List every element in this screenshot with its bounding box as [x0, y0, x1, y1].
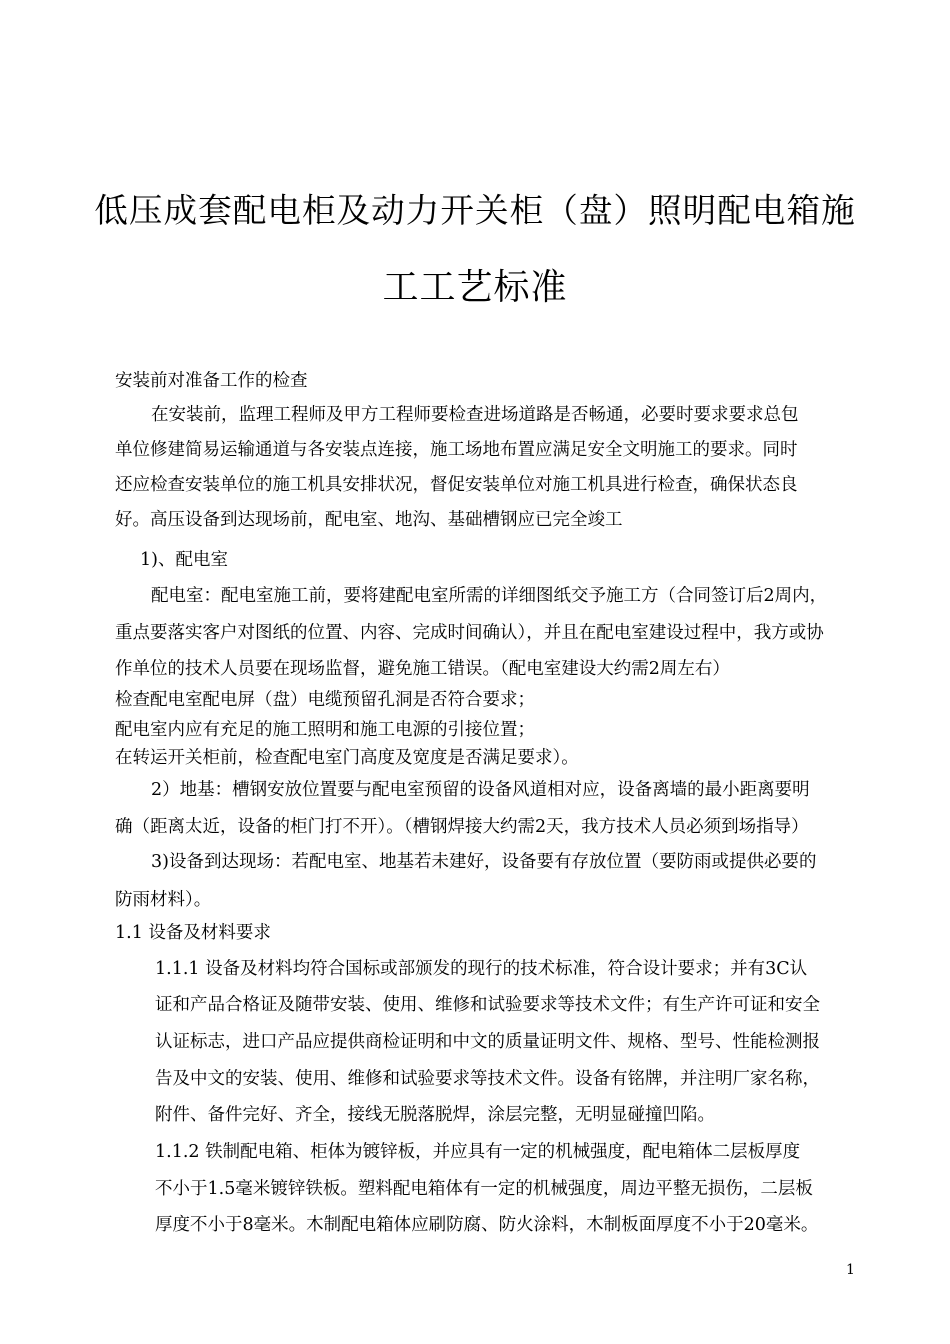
paragraph-line: 2）地基：槽钢安放位置要与配电室预留的设备风道相对应，设备离墙的最小距离要明	[151, 780, 810, 800]
paragraph-line: 3)设备到达现场：若配电室、地基若未建好，设备要有存放位置（要防雨或提供必要的	[151, 852, 817, 872]
paragraph-line: 单位修建简易运输通道与各安装点连接，施工场地布置应满足安全文明施工的要求。同时	[115, 440, 798, 460]
paragraph-line: 好。高压设备到达现场前，配电室、地沟、基础槽钢应已完全竣工	[115, 510, 623, 530]
paragraph-line: 防雨材料）。	[115, 890, 212, 910]
paragraph-line: 确（距离太近，设备的柜门打不开）。（槽钢焊接大约需2天，我方技术人员必须到场指导）	[115, 817, 809, 837]
paragraph-line: 还应检查安装单位的施工机具安排状况，督促安装单位对施工机具进行检查，确保状态良	[115, 475, 798, 495]
paragraph-line: 厚度不小于8毫米。木制配电箱体应刷防腐、防火涂料，木制板面厚度不小于20毫米。	[155, 1215, 819, 1235]
paragraph-line: 证和产品合格证及随带安装、使用、维修和试验要求等技术文件；有生产许可证和安全	[155, 995, 820, 1015]
paragraph-line: 作单位的技术人员要在现场监督，避免施工错误。（配电室建设大约需2周左右）	[115, 659, 730, 679]
paragraph-line: 在安装前，监理工程师及甲方工程师要检查进场道路是否畅通，必要时要求要求总包	[151, 405, 799, 425]
document-title-line1: 低压成套配电柜及动力开关柜（盘）照明配电箱施	[94, 191, 856, 230]
paragraph-line: 附件、备件完好、齐全，接线无脱落脱焊，涂层完整，无明显碰撞凹陷。	[155, 1105, 715, 1125]
paragraph-line: 认证标志，进口产品应提供商检证明和中文的质量证明文件、规格、型号、性能检测报	[155, 1032, 820, 1052]
document-title-line2: 工工艺标准	[382, 267, 568, 308]
paragraph-line: 重点要落实客户对图纸的位置、内容、完成时间确认），并且在配电室建设过程中，我方或协	[115, 623, 824, 643]
subheading: 1)、配电室	[140, 550, 228, 570]
paragraph-line: 不小于1.5毫米镀锌铁板。塑料配电箱体有一定的机械强度，周边平整无损伤，二层板	[155, 1179, 813, 1199]
page-number: 1	[846, 1262, 855, 1278]
paragraph-line: 告及中文的安装、使用、维修和试验要求等技术文件。设备有铭牌，并注明厂家名称，	[155, 1069, 820, 1089]
checklist-line: 配电室内应有充足的施工照明和施工电源的引接位置；	[115, 720, 535, 740]
paragraph-line: 1.1.2 铁制配电箱、柜体为镀锌板，并应具有一定的机械强度，配电箱体二层板厚度	[155, 1142, 801, 1162]
section-heading: 安装前对准备工作的检查	[115, 371, 308, 391]
paragraph-line: 1.1.1 设备及材料均符合国标或部颁发的现行的技术标准，符合设计要求；并有3C认	[155, 959, 808, 979]
section-heading: 1.1 设备及材料要求	[115, 923, 271, 943]
checklist-line: 在转运开关柜前，检查配电室门高度及宽度是否满足要求）。	[115, 748, 579, 768]
checklist-line: 检查配电室配电屏（盘）电缆预留孔洞是否符合要求；	[115, 690, 535, 710]
paragraph-line: 配电室：配电室施工前，要将建配电室所需的详细图纸交予施工方（合同签订后2周内，	[151, 586, 828, 606]
